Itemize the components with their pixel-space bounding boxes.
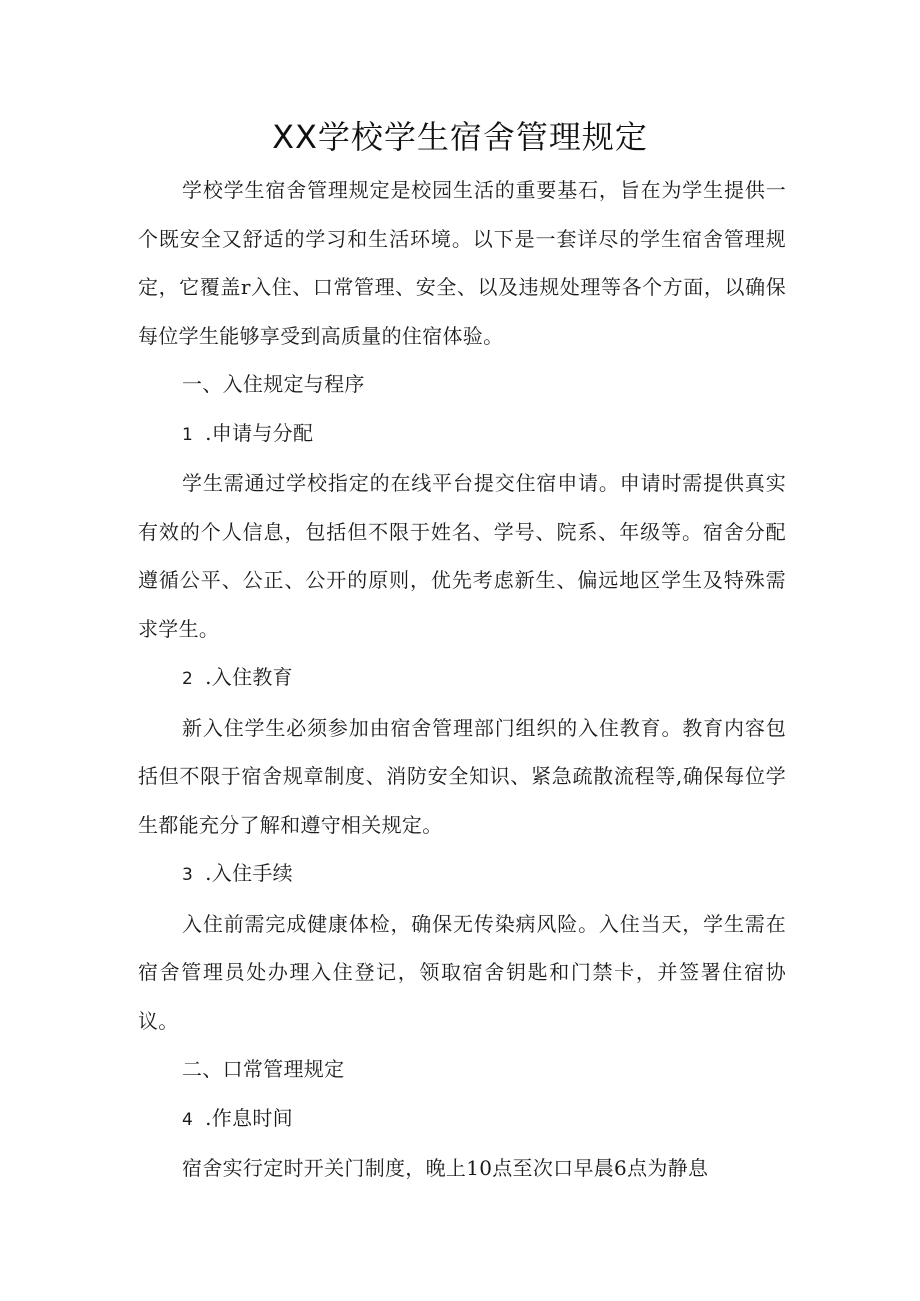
item-heading-1 (138, 409, 786, 460)
item-heading-4 (138, 1094, 786, 1145)
item-number: 2 (182, 669, 194, 689)
intro-paragraph: 学校学生宿舍管理规定是校园生活的重要基石，旨在为学生提供一个既安全又舒适的学习和生活环境。以下是一套详尽的学生宿舍管理规定，它覆盖r入住、口常管理、安全、以及违规处理等各个方面，以确保每位学生能够享受到高质量的住宿体验。 (138, 178, 786, 348)
item-number: 3 (182, 865, 194, 885)
item-paragraph-4: 宿舍实行定时开关门制度，晚上10点至次口早晨6点为静息 (182, 1156, 709, 1180)
section-heading-2: 二、口常管理规定 (182, 1057, 345, 1081)
item-number: 4 (182, 1109, 194, 1130)
item-title: .入住教育 (205, 665, 293, 689)
document-title: XX学校学生宿舍管理规定 (272, 118, 648, 156)
item-number: 1 (182, 424, 194, 445)
item-heading-3 (138, 849, 786, 900)
item-paragraph-3: 入住前需完成健康体检，确保无传染病风险。入住当天，学生需在宿舍管理员处办理入住登记，领取宿舍钥匙和门禁卡，并签署住宿协议。 (138, 911, 786, 1033)
item-title: .作息时间 (205, 1105, 293, 1130)
item-title: .申请与分配 (205, 420, 314, 445)
document-body (138, 166, 786, 1193)
item-heading-2 (138, 653, 786, 704)
item-title: .入住手续 (205, 861, 293, 885)
section-heading-1: 一、入住规定与程序 (182, 372, 365, 396)
item-paragraph-1: 学生需通过学校指定的在线平台提交住宿申请。申请时需提供真实有效的个人信息，包括但不限于姓名、学号、院系、年级等。宿舍分配遵循公平、公正、公开的原则，优先考虑新生、偏远地区学生及特殊需求学生。 (138, 471, 786, 641)
item-paragraph-2: 新入住学生必须参加由宿舍管理部门组织的入住教育。教育内容包括但不限于宿舍规章制度、消防安全知识、紧急疏散流程等,确保每位学生都能充分了解和遵守相关规定。 (138, 715, 786, 837)
